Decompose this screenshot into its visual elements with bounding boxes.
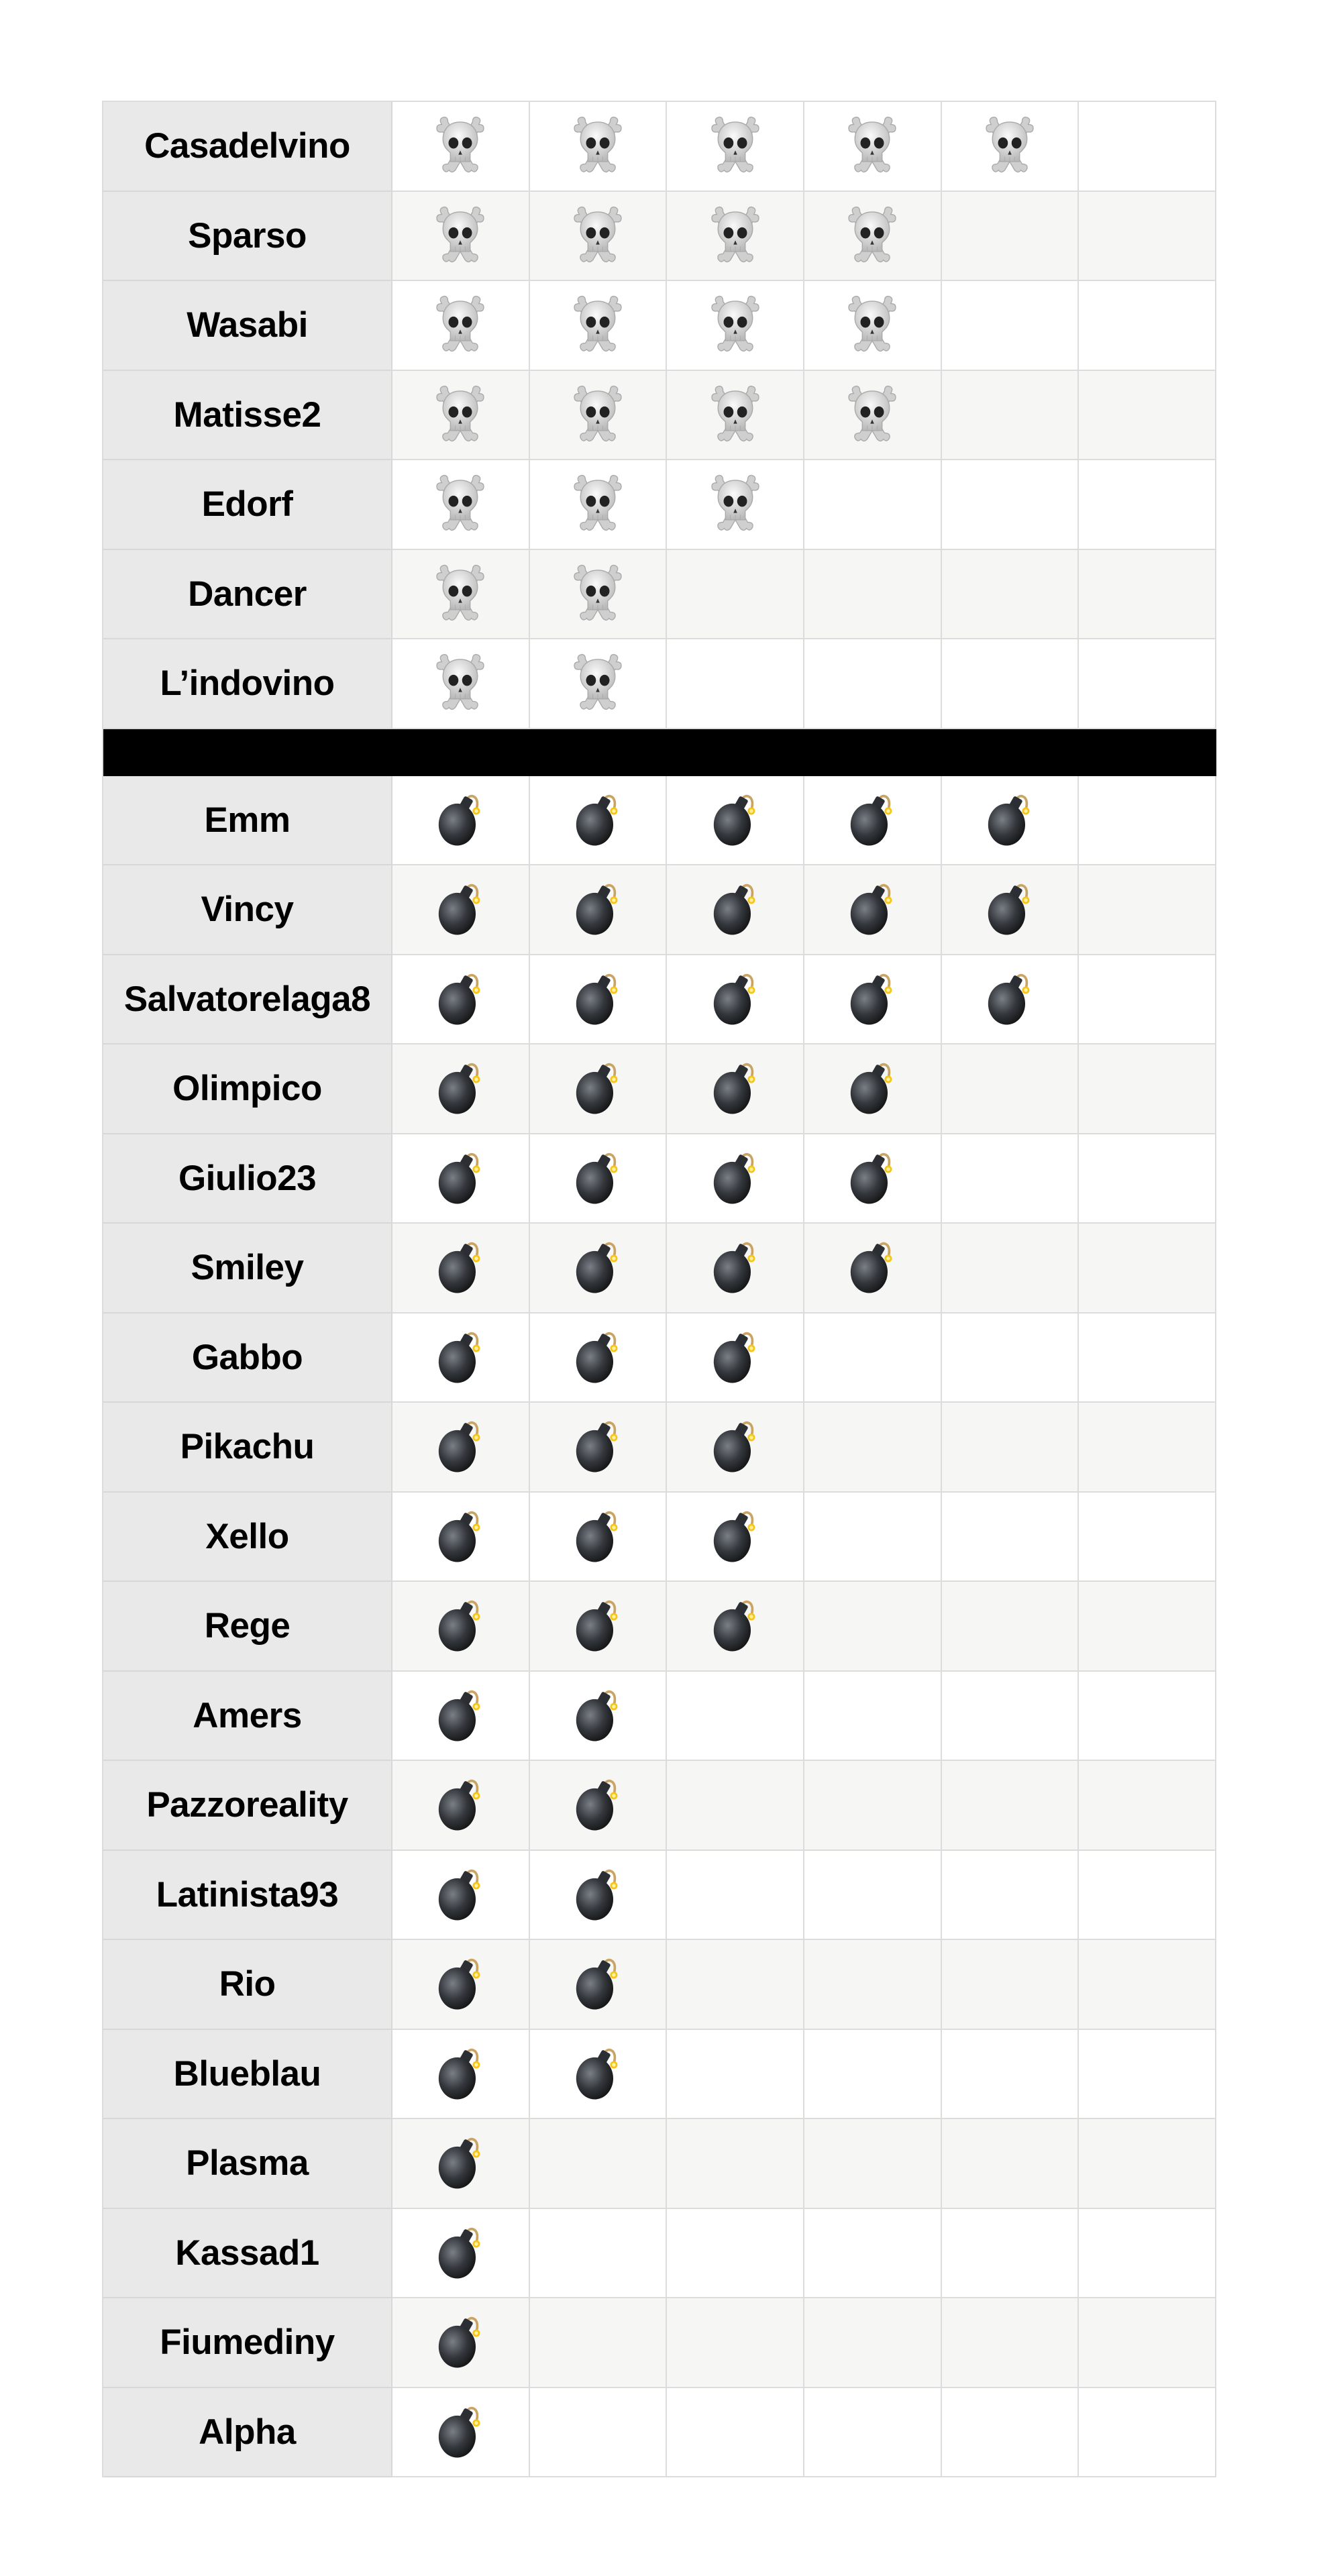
bomb-icon: [704, 1593, 766, 1658]
bomb-icon: [841, 1235, 903, 1300]
player-row: [103, 1493, 1216, 1582]
tally-cell: [1079, 371, 1216, 461]
tally-cell: [530, 2388, 668, 2478]
player-name: L’indovino: [103, 639, 392, 729]
player-name: Pikachu: [103, 1403, 392, 1493]
tally-cell: [942, 639, 1079, 729]
tally-cell: [392, 1582, 530, 1672]
tally-cell: [942, 1044, 1079, 1134]
tally-cell: [667, 460, 804, 550]
tally-cell: [667, 2388, 804, 2478]
tally-cell: [804, 955, 942, 1045]
bomb-icon: [704, 1504, 766, 1569]
tally-cell: [942, 776, 1079, 866]
bomb-icon: [429, 2041, 491, 2106]
tally-cell: [804, 1134, 942, 1224]
tally-cell: [942, 2030, 1079, 2120]
tally-cell: [392, 955, 530, 1045]
tally-cell: [667, 1134, 804, 1224]
bomb-icon: [979, 877, 1041, 942]
tally-cell: [1079, 281, 1216, 371]
tally-cell: [1079, 2298, 1216, 2388]
skull-and-crossbones-icon: [567, 292, 629, 358]
player-name: Kassad1: [103, 2209, 392, 2299]
tally-cell: [392, 2030, 530, 2120]
tally-cell: [530, 1493, 668, 1582]
skull-and-crossbones-icon: [429, 203, 491, 268]
skull-and-crossbones-icon: [567, 561, 629, 627]
tally-cell: [530, 192, 668, 282]
player-row: [103, 371, 1216, 461]
tally-cell: [392, 281, 530, 371]
bomb-icon: [567, 1862, 629, 1927]
bomb-icon: [429, 2310, 491, 2375]
player-name: Alpha: [103, 2388, 392, 2478]
tally-cell: [530, 1672, 668, 1762]
tally-cell: [804, 460, 942, 550]
bomb-icon: [429, 1056, 491, 1121]
tally-cell: [1079, 955, 1216, 1045]
bomb-icon: [704, 1235, 766, 1300]
tally-cell: [392, 1313, 530, 1403]
tally-cell: [1079, 1313, 1216, 1403]
tally-cell: [942, 1493, 1079, 1582]
tally-cell: [804, 2030, 942, 2120]
skull-and-crossbones-icon: [567, 203, 629, 268]
tally-cell: [667, 192, 804, 282]
tally-cell: [530, 639, 668, 729]
tally-cell: [667, 1582, 804, 1672]
tally-cell: [1079, 550, 1216, 640]
skull-and-crossbones-icon: [429, 472, 491, 537]
tally-cell: [392, 1851, 530, 1941]
section-divider: [103, 729, 1216, 776]
tally-cell: [804, 281, 942, 371]
skull-and-crossbones-icon: [704, 203, 766, 268]
player-name: Rio: [103, 1940, 392, 2030]
bomb-icon: [567, 1683, 629, 1748]
tally-cell: [667, 2119, 804, 2209]
tally-cell: [392, 1672, 530, 1762]
tally-cell: [1079, 1044, 1216, 1134]
tally-cell: [530, 1134, 668, 1224]
player-name: Rege: [103, 1582, 392, 1672]
player-name: Casadelvino: [103, 102, 392, 192]
bomb-icon: [429, 1325, 491, 1390]
tally-cell: [530, 865, 668, 955]
tally-cell: [530, 2030, 668, 2120]
bomb-icon: [567, 2041, 629, 2106]
tally-cell: [530, 1582, 668, 1672]
player-row: [103, 776, 1216, 866]
player-name: Vincy: [103, 865, 392, 955]
tally-cell: [530, 550, 668, 640]
tally-cell: [530, 1851, 668, 1941]
tally-cell: [942, 192, 1079, 282]
tally-cell: [667, 1761, 804, 1851]
tally-cell: [804, 1940, 942, 2030]
tally-cell: [392, 1134, 530, 1224]
tally-cell: [667, 776, 804, 866]
skull-and-crossbones-icon: [979, 113, 1041, 178]
player-name: Matisse2: [103, 371, 392, 461]
bomb-icon: [841, 967, 903, 1032]
tally-cell: [392, 1044, 530, 1134]
tally-cell: [1079, 2388, 1216, 2478]
tally-cell: [942, 955, 1079, 1045]
tally-cell: [804, 102, 942, 192]
tally-cell: [667, 639, 804, 729]
tally-cell: [392, 865, 530, 955]
skull-and-crossbones-icon: [429, 651, 491, 716]
player-row: [103, 1940, 1216, 2030]
tally-cell: [667, 371, 804, 461]
tally-cell: [530, 1313, 668, 1403]
skull-and-crossbones-icon: [567, 472, 629, 537]
tally-cell: [667, 1851, 804, 1941]
bomb-icon: [567, 1325, 629, 1390]
bomb-icon: [567, 1146, 629, 1211]
bomb-icon: [429, 1951, 491, 2017]
player-row: [103, 2209, 1216, 2299]
bomb-icon: [841, 788, 903, 853]
bomb-icon: [429, 1683, 491, 1748]
player-row: [103, 2030, 1216, 2120]
tally-cell: [530, 2119, 668, 2209]
tally-cell: [530, 460, 668, 550]
skull-and-crossbones-icon: [841, 292, 903, 358]
bomb-icon: [704, 1146, 766, 1211]
bomb-icon: [429, 1772, 491, 1837]
player-name: Olimpico: [103, 1044, 392, 1134]
tally-cell: [667, 2298, 804, 2388]
bomb-icon: [567, 788, 629, 853]
tally-cell: [667, 865, 804, 955]
tally-cell: [667, 281, 804, 371]
bomb-icon: [429, 967, 491, 1032]
skull-and-crossbones-icon: [704, 292, 766, 358]
tally-cell: [804, 1672, 942, 1762]
bomb-icon: [567, 1951, 629, 2017]
bomb-icon: [704, 1414, 766, 1479]
bomb-icon: [429, 1414, 491, 1479]
tally-cell: [942, 102, 1079, 192]
player-row: [103, 460, 1216, 550]
player-row: [103, 639, 1216, 729]
bomb-icon: [567, 1235, 629, 1300]
tally-cell: [1079, 1582, 1216, 1672]
player-row: [103, 281, 1216, 371]
tally-cell: [1079, 1134, 1216, 1224]
tally-cell: [667, 102, 804, 192]
tally-cell: [667, 2209, 804, 2299]
tally-cell: [1079, 2119, 1216, 2209]
player-name: Sparso: [103, 192, 392, 282]
tally-cell: [667, 1403, 804, 1493]
player-row: [103, 1672, 1216, 1762]
player-name: Emm: [103, 776, 392, 866]
player-name: Fiumediny: [103, 2298, 392, 2388]
tally-cell: [392, 1761, 530, 1851]
tally-cell: [392, 2209, 530, 2299]
tally-cell: [392, 2298, 530, 2388]
player-row: [103, 1313, 1216, 1403]
tally-cell: [392, 460, 530, 550]
tally-cell: [804, 1224, 942, 1313]
tally-cell: [1079, 102, 1216, 192]
bomb-icon: [704, 967, 766, 1032]
tally-cell: [530, 2209, 668, 2299]
player-name: Amers: [103, 1672, 392, 1762]
tally-cell: [530, 955, 668, 1045]
tally-cell: [942, 1582, 1079, 1672]
tally-cell: [804, 1313, 942, 1403]
player-name: Plasma: [103, 2119, 392, 2209]
bomb-icon: [979, 788, 1041, 853]
tally-cell: [667, 1044, 804, 1134]
tally-cell: [804, 2298, 942, 2388]
player-name: Dancer: [103, 550, 392, 640]
tally-cell: [942, 1851, 1079, 1941]
tally-cell: [804, 192, 942, 282]
skull-and-crossbones-icon: [429, 292, 491, 358]
tally-cell: [530, 1940, 668, 2030]
tally-cell: [1079, 776, 1216, 866]
tally-cell: [804, 550, 942, 640]
tally-cell: [804, 1403, 942, 1493]
tally-cell: [530, 776, 668, 866]
tally-cell: [804, 1761, 942, 1851]
bomb-icon: [704, 1056, 766, 1121]
tally-cell: [804, 1582, 942, 1672]
tally-cell: [1079, 1761, 1216, 1851]
tally-cell: [942, 1672, 1079, 1762]
skull-and-crossbones-icon: [704, 472, 766, 537]
tally-cell: [667, 1224, 804, 1313]
tally-cell: [804, 1851, 942, 1941]
bomb-icon: [704, 1325, 766, 1390]
tally-cell: [1079, 1851, 1216, 1941]
skull-and-crossbones-icon: [429, 561, 491, 627]
tally-cell: [667, 955, 804, 1045]
tally-cell: [942, 1313, 1079, 1403]
player-name: Salvatorelaga8: [103, 955, 392, 1045]
skull-and-crossbones-icon: [567, 651, 629, 716]
tally-cell: [804, 2209, 942, 2299]
tally-cell: [942, 281, 1079, 371]
tally-cell: [804, 2119, 942, 2209]
skull-and-crossbones-icon: [429, 382, 491, 447]
bomb-icon: [429, 788, 491, 853]
bomb-icon: [567, 967, 629, 1032]
tally-cell: [804, 371, 942, 461]
skull-and-crossbones-icon: [429, 113, 491, 178]
skull-and-crossbones-icon: [567, 113, 629, 178]
tally-cell: [392, 639, 530, 729]
tally-cell: [804, 639, 942, 729]
bomb-icon: [567, 1414, 629, 1479]
bomb-icon: [704, 877, 766, 942]
tally-cell: [392, 1940, 530, 2030]
player-row: [103, 1761, 1216, 1851]
tally-cell: [392, 1493, 530, 1582]
tally-cell: [804, 776, 942, 866]
bomb-icon: [567, 1504, 629, 1569]
tally-cell: [392, 2388, 530, 2478]
bomb-icon: [429, 2131, 491, 2196]
tally-cell: [530, 1761, 668, 1851]
tally-cell: [1079, 1224, 1216, 1313]
tally-cell: [1079, 1672, 1216, 1762]
player-row: [103, 192, 1216, 282]
tally-cell: [942, 1761, 1079, 1851]
tally-cell: [530, 1224, 668, 1313]
player-row: [103, 1851, 1216, 1941]
bomb-icon: [429, 1862, 491, 1927]
tally-cell: [1079, 460, 1216, 550]
player-name: Blueblau: [103, 2030, 392, 2120]
player-row: [103, 1044, 1216, 1134]
bomb-icon: [841, 1056, 903, 1121]
tally-cell: [1079, 192, 1216, 282]
player-name: Giulio23: [103, 1134, 392, 1224]
bomb-icon: [841, 1146, 903, 1211]
tally-cell: [392, 192, 530, 282]
tally-cell: [942, 1134, 1079, 1224]
player-row: [103, 550, 1216, 640]
tally-cell: [667, 2030, 804, 2120]
player-row: [103, 2119, 1216, 2209]
skull-and-crossbones-icon: [704, 113, 766, 178]
player-row: [103, 1224, 1216, 1313]
player-row: [103, 955, 1216, 1045]
tally-cell: [530, 102, 668, 192]
player-row: [103, 1403, 1216, 1493]
tally-cell: [392, 1224, 530, 1313]
tally-cell: [942, 1224, 1079, 1313]
tally-cell: [1079, 1493, 1216, 1582]
bomb-icon: [429, 1235, 491, 1300]
bomb-icon: [979, 967, 1041, 1032]
tally-cell: [392, 550, 530, 640]
tally-cell: [942, 550, 1079, 640]
tally-cell: [392, 102, 530, 192]
player-row: [103, 2298, 1216, 2388]
skull-and-crossbones-icon: [841, 203, 903, 268]
tally-cell: [667, 1493, 804, 1582]
bomb-icon: [567, 1593, 629, 1658]
bomb-icon: [429, 1593, 491, 1658]
tally-cell: [1079, 865, 1216, 955]
skull-and-crossbones-icon: [567, 382, 629, 447]
tally-cell: [942, 2388, 1079, 2478]
player-row: [103, 102, 1216, 192]
tally-cell: [667, 1940, 804, 2030]
tally-cell: [530, 1044, 668, 1134]
tally-cell: [942, 1403, 1079, 1493]
tally-cell: [667, 1313, 804, 1403]
bomb-icon: [841, 877, 903, 942]
bomb-icon: [429, 2220, 491, 2286]
tally-cell: [1079, 1940, 1216, 2030]
tally-cell: [804, 1493, 942, 1582]
tally-cell: [530, 281, 668, 371]
player-row: [103, 1134, 1216, 1224]
bomb-icon: [567, 877, 629, 942]
tally-cell: [392, 1403, 530, 1493]
player-name: Xello: [103, 1493, 392, 1582]
skull-and-crossbones-icon: [841, 113, 903, 178]
player-name: Gabbo: [103, 1313, 392, 1403]
tally-cell: [942, 2209, 1079, 2299]
tally-cell: [530, 1403, 668, 1493]
bomb-icon: [429, 1504, 491, 1569]
bomb-icon: [704, 788, 766, 853]
tally-cell: [1079, 1403, 1216, 1493]
tally-cell: [942, 865, 1079, 955]
tally-cell: [392, 371, 530, 461]
tally-cell: [1079, 2030, 1216, 2120]
tally-cell: [942, 2298, 1079, 2388]
skull-and-crossbones-icon: [704, 382, 766, 447]
player-name: Pazzoreality: [103, 1761, 392, 1851]
tally-cell: [667, 1672, 804, 1762]
player-row: [103, 2388, 1216, 2478]
tally-cell: [942, 1940, 1079, 2030]
bomb-icon: [567, 1056, 629, 1121]
player-name: Smiley: [103, 1224, 392, 1313]
tally-cell: [942, 2119, 1079, 2209]
tally-cell: [530, 371, 668, 461]
bomb-icon: [567, 1772, 629, 1837]
player-name: Edorf: [103, 460, 392, 550]
tally-cell: [392, 776, 530, 866]
bomb-icon: [429, 2400, 491, 2465]
tally-cell: [804, 865, 942, 955]
player-row: [103, 1582, 1216, 1672]
tally-cell: [530, 2298, 668, 2388]
tally-cell: [1079, 2209, 1216, 2299]
player-row: [103, 865, 1216, 955]
player-name: Wasabi: [103, 281, 392, 371]
bomb-icon: [429, 877, 491, 942]
bomb-icon: [429, 1146, 491, 1211]
tally-cell: [1079, 639, 1216, 729]
player-name: Latinista93: [103, 1851, 392, 1941]
tally-cell: [804, 1044, 942, 1134]
tally-cell: [667, 550, 804, 640]
tally-cell: [942, 460, 1079, 550]
tally-cell: [942, 371, 1079, 461]
skull-and-crossbones-icon: [841, 382, 903, 447]
tally-cell: [392, 2119, 530, 2209]
scoreboard-table: [102, 101, 1216, 2477]
tally-cell: [804, 2388, 942, 2478]
